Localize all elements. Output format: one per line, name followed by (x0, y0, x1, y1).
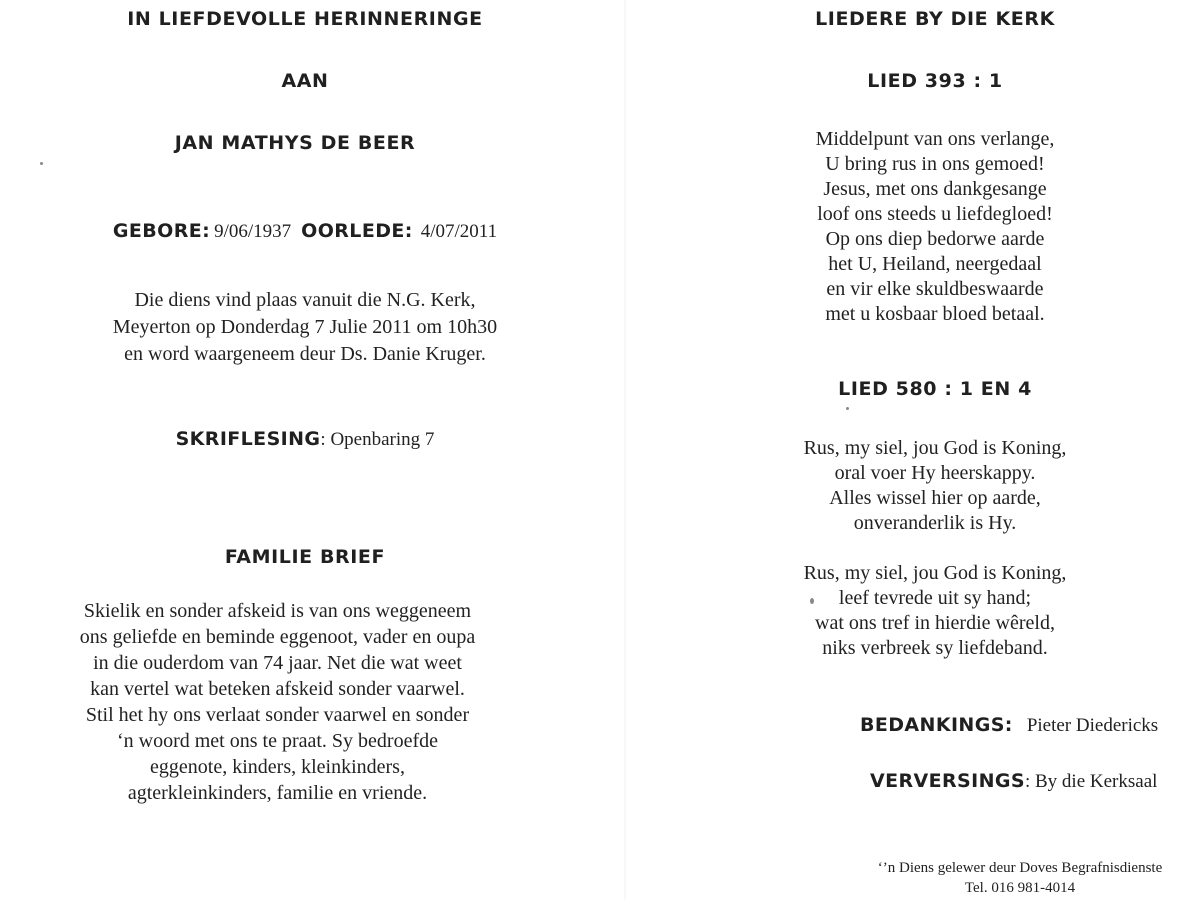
scan-speck (846, 407, 849, 410)
lyric-line: onveranderlik is Hy. (853, 512, 1017, 534)
thanks-line (860, 714, 1158, 737)
footer (840, 858, 1200, 898)
lyric-line: Rus, my siel, jou God is Koning, (803, 562, 1067, 584)
reading-value: : Openbaring 7 (320, 429, 435, 450)
right-page (640, 0, 1200, 900)
song1-title: LIED 393 : 1 (867, 70, 1003, 92)
lyric-line: Op ons diep bedorwe aarde (825, 228, 1045, 250)
lyric-line: Middelpunt van ons verlange, (815, 128, 1055, 150)
family-line: kan vertel wat beteken afskeid sonder vaarwel. (90, 678, 465, 700)
lyric-line: oral voer Hy heerskappy. (834, 462, 1036, 484)
lyric-line: Rus, my siel, jou God is Koning, (803, 437, 1067, 459)
song1-lyrics (670, 127, 1200, 327)
born-value: 9/06/1937 (214, 221, 292, 242)
service-line: Meyerton op Donderdag 7 Julie 2011 om 10h30 (112, 316, 498, 338)
scan-speck (40, 162, 43, 165)
lyric-line: leef tevrede uit sy hand; (838, 587, 1032, 609)
family-line: ‘n woord met ons te praat. Sy bedroefde (116, 730, 438, 752)
footer-phone: Tel. 016 981-4014 (964, 880, 1076, 896)
lyric-line: wat ons tref in hierdie wêreld, (815, 612, 1055, 634)
lyric-line: Jesus, met ons dankgesange (823, 178, 1047, 200)
deceased-name: JAN MATHYS DE BEER (174, 132, 416, 154)
lyric-line: loof ons steeds u liefdegloed! (817, 203, 1053, 225)
family-line: eggenote, kinders, kleinkinders, (150, 756, 405, 778)
born-label: GEBORE: (112, 220, 211, 242)
family-line: agterkleinkinders, familie en vriende. (127, 782, 428, 804)
reading-label: SKRIFLESING (175, 428, 321, 450)
lyric-line: het U, Heiland, neergedaal (828, 253, 1042, 275)
refreshments-label: VERVERSINGS (870, 770, 1025, 792)
song2-verse2 (670, 561, 1200, 661)
song2-verse1 (670, 436, 1200, 536)
memorial-title: IN LIEFDEVOLLE HERINNERINGE (127, 8, 483, 30)
died-label: OORLEDE: (301, 220, 413, 242)
footer-funeral-service: ‘’n Diens gelewer deur Doves Begrafnisdienste (877, 860, 1163, 876)
lyric-line: niks verbreek sy liefdeband. (822, 637, 1048, 659)
song2-title: LIED 580 : 1 EN 4 (838, 378, 1032, 400)
refreshments-value: : By die Kerksaal (1024, 771, 1158, 792)
thanks-value: Pieter Diedericks (1026, 715, 1159, 736)
aan-label: AAN (281, 70, 329, 92)
family-line: Skielik en sonder afskeid is van ons weggeneem (83, 600, 472, 622)
lyric-line: met u kosbaar bloed betaal. (825, 303, 1045, 325)
refreshments-line (870, 770, 1157, 793)
lyric-line: U bring rus in ons gemoed! (825, 153, 1045, 175)
service-info (0, 287, 640, 368)
family-line: Stil het hy ons verlaat sonder vaarwel en sonder (85, 704, 470, 726)
songs-title: LIEDERE BY DIE KERK (815, 8, 1055, 30)
family-line: in die ouderdom van 74 jaar. Net die wat weet (93, 652, 462, 674)
thanks-label: BEDANKINGS: (860, 714, 1013, 736)
family-letter (0, 598, 640, 806)
service-line: en word waargeneem deur Ds. Danie Kruger. (124, 343, 486, 365)
lyric-line: en vir elke skuldbeswaarde (826, 278, 1044, 300)
scripture-reading (0, 428, 640, 451)
family-line: ons geliefde en beminde eggenoot, vader en oupa (79, 626, 476, 648)
died-value: 4/07/2011 (420, 221, 498, 242)
service-line: Die diens vind plaas vanuit die N.G. Kerk, (134, 289, 476, 311)
family-letter-title: FAMILIE BRIEF (224, 546, 386, 568)
dates-line (0, 220, 640, 243)
lyric-line: Alles wissel hier op aarde, (829, 487, 1041, 509)
scan-speck (810, 598, 814, 604)
